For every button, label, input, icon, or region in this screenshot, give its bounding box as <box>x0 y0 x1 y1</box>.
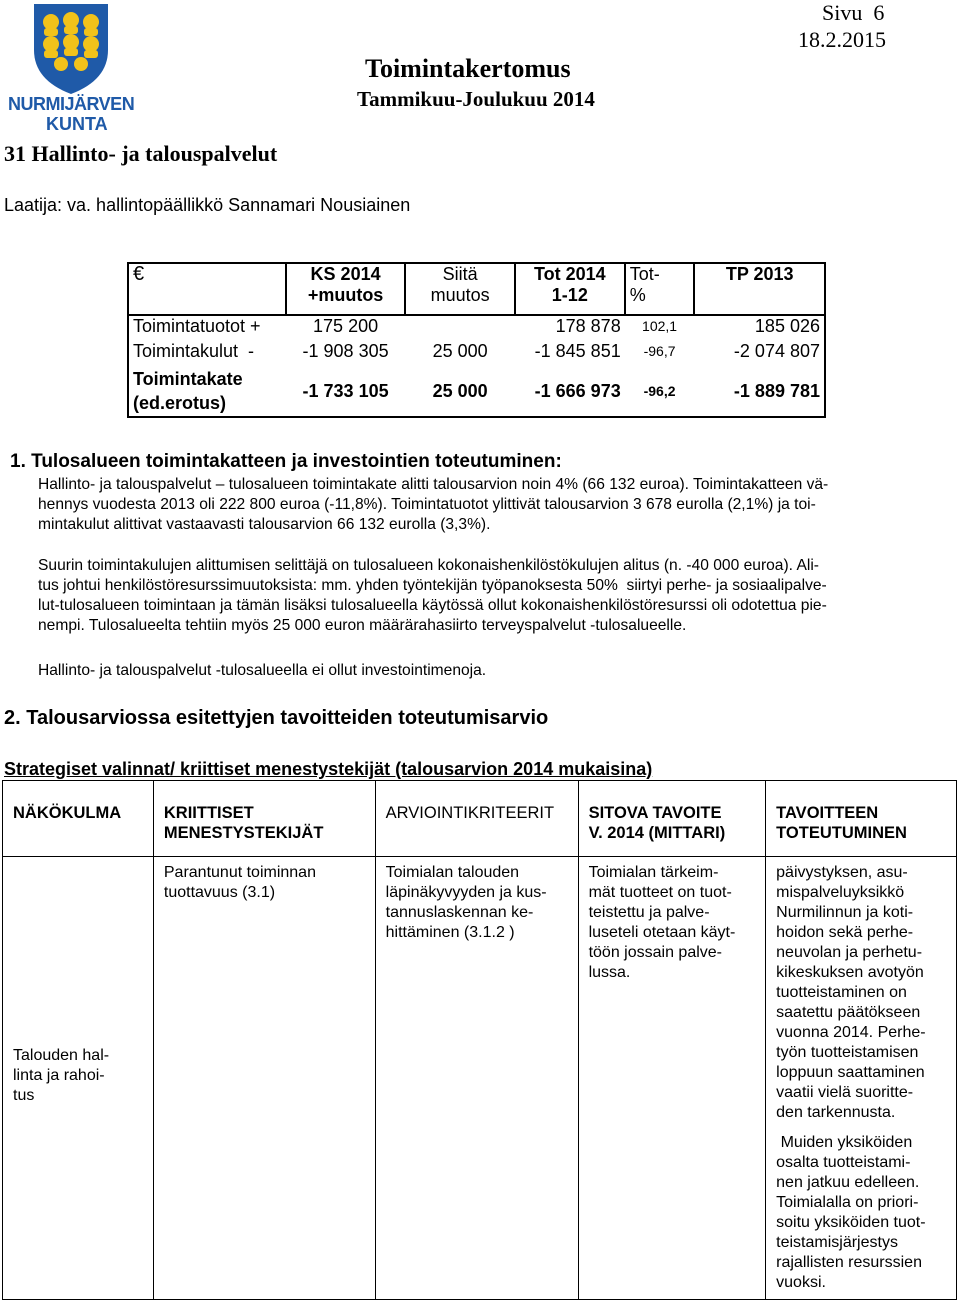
currency-symbol: € <box>128 263 286 315</box>
section-title: 31 Hallinto- ja talouspalvelut <box>4 141 278 166</box>
header-perspective: NÄKÖKULMA <box>3 781 154 857</box>
section1-heading: 1. Tulosalueen toimintakatteen ja investointien toteutuminen: <box>10 451 562 472</box>
section1-paragraph1: Hallinto- ja talouspalvelut – tulosalueen toimintakate alitti talousarvion noin 4% (66 132 euroa). Toimintakatteen vä- hennys vuodesta 2013 oli 222 800 euroa (-11,8%). Toimintatuotot ylittivät talousarvion 3 678 eurolla (2,1%) ja toi- mintakulut alittivat vastaavasti talousarvion 66 132 eurolla (3,3%). <box>38 476 829 533</box>
finance-header-row <box>128 263 825 315</box>
author-line: Laatija: va. hallintopäällikkö Sannamari Nousiainen <box>4 195 411 215</box>
finance-row-costs: Toimintakulut - -1 908 305 25 000 -1 845 851 -96,7 -2 074 807 <box>128 341 825 367</box>
finance-row-margin: Toimintakate (ed.erotus) -1 733 105 25 000 -1 666 973 -96,2 -1 889 781 <box>128 367 825 417</box>
goals-row-finance <box>3 857 957 1300</box>
section2-heading: 2. Talousarviossa esitettyjen tavoitteiden toteutumisarvio <box>4 707 549 729</box>
logo-name: NURMIJÄRVEN <box>8 94 135 114</box>
logo-kunta: KUNTA <box>46 114 108 134</box>
header-success-factors: KRIITTISET MENESTYSTEKIJÄT <box>153 781 375 857</box>
header-realization: TAVOITTEEN TOTEUTUMINEN <box>766 781 957 857</box>
cell-criteria: Toimialan talouden läpinäkyvyyden ja kus- tannuslaskennan ke- hittäminen (3.1.2 ) <box>375 857 578 1300</box>
col-muutos: Siitä muutos <box>405 263 515 315</box>
report-title: Toimintakertomus <box>365 54 571 83</box>
header-criteria: ARVIOINTIKRITEERIT <box>375 781 578 857</box>
col-tot-pct: Tot- % <box>625 263 695 315</box>
finance-row-income: Toimintatuotot + 175 200 178 878 102,1 185 026 <box>128 315 825 341</box>
goals-header-row <box>3 781 957 857</box>
goals-table <box>2 780 957 1300</box>
col-tot-2014: Tot 2014 1-12 <box>515 263 625 315</box>
cell-realization: päivystyksen, asu- mispalveluyksikkö Nurmilinnun ja koti- hoidon sekä perhe- neuvolan ja perhetu- kikeskuksen avotyön tuotteistaminen on saatettu päätökseen vuonna 2014. Perhe- työn tuotteistamisen loppuun saattaminen vaatii vielä suoritte- den tarkennusta. Muiden yksiköiden osalta tuotteistami- nen jatkuu edelleen. Toimialalla on priori- soitu yksiköiden tuot- teistamisjärjestys rajallisten resurssien vuoksi. <box>766 857 957 1300</box>
cell-perspective: Talouden hal- linta ja rahoi- tus <box>3 857 154 1300</box>
cell-success-factor: Parantunut toiminnan tuottavuus (3.1) <box>153 857 375 1300</box>
section1-paragraph2: Suurin toimintakulujen alittumisen selittäjä on tulosalueen kokonaishenkilöstökulujen alitus (n. -40 000 euroa). Ali- tus johtui henkilöstöresurssimuutoksista: mm. yhden työntekijän työpanoksesta 50% siirtyi perhe- ja sosiaalipalve- lut-tulosalueen toimintaan ja tämän lisäksi tulosalueella käytössä ollut kokonaishenkilöstöresurssi oli odotettua pie- nempi. Tulosalueelta tehtiin myös 25 000 euron määrärahasiirto terveyspalvelut -tulosalueelle. <box>38 557 827 634</box>
section2-subheading: Strategiset valinnat/ kriittiset menestystekijät (talousarvion 2014 mukaisina) <box>4 759 653 779</box>
header-binding-target: SITOVA TAVOITE V. 2014 (MITTARI) <box>578 781 766 857</box>
finance-table <box>127 262 826 418</box>
section1-paragraph3: Hallinto- ja talouspalvelut -tulosalueella ei ollut investointimenoja. <box>38 662 487 679</box>
col-ks-2014: KS 2014 +muutos <box>286 263 406 315</box>
municipality-logo <box>6 2 136 134</box>
report-period: Tammikuu-Joulukuu 2014 <box>357 87 595 111</box>
page-date: 18.2.2015 <box>798 27 886 52</box>
col-tp-2013: TP 2013 <box>694 263 825 315</box>
cell-binding-target: Toimialan tärkeim- mät tuotteet on tuot- teistettu ja palve- luseteli otetaan käyt- töön jossain palve- lussa. <box>578 857 766 1300</box>
page-number: Sivu 6 <box>822 0 885 25</box>
